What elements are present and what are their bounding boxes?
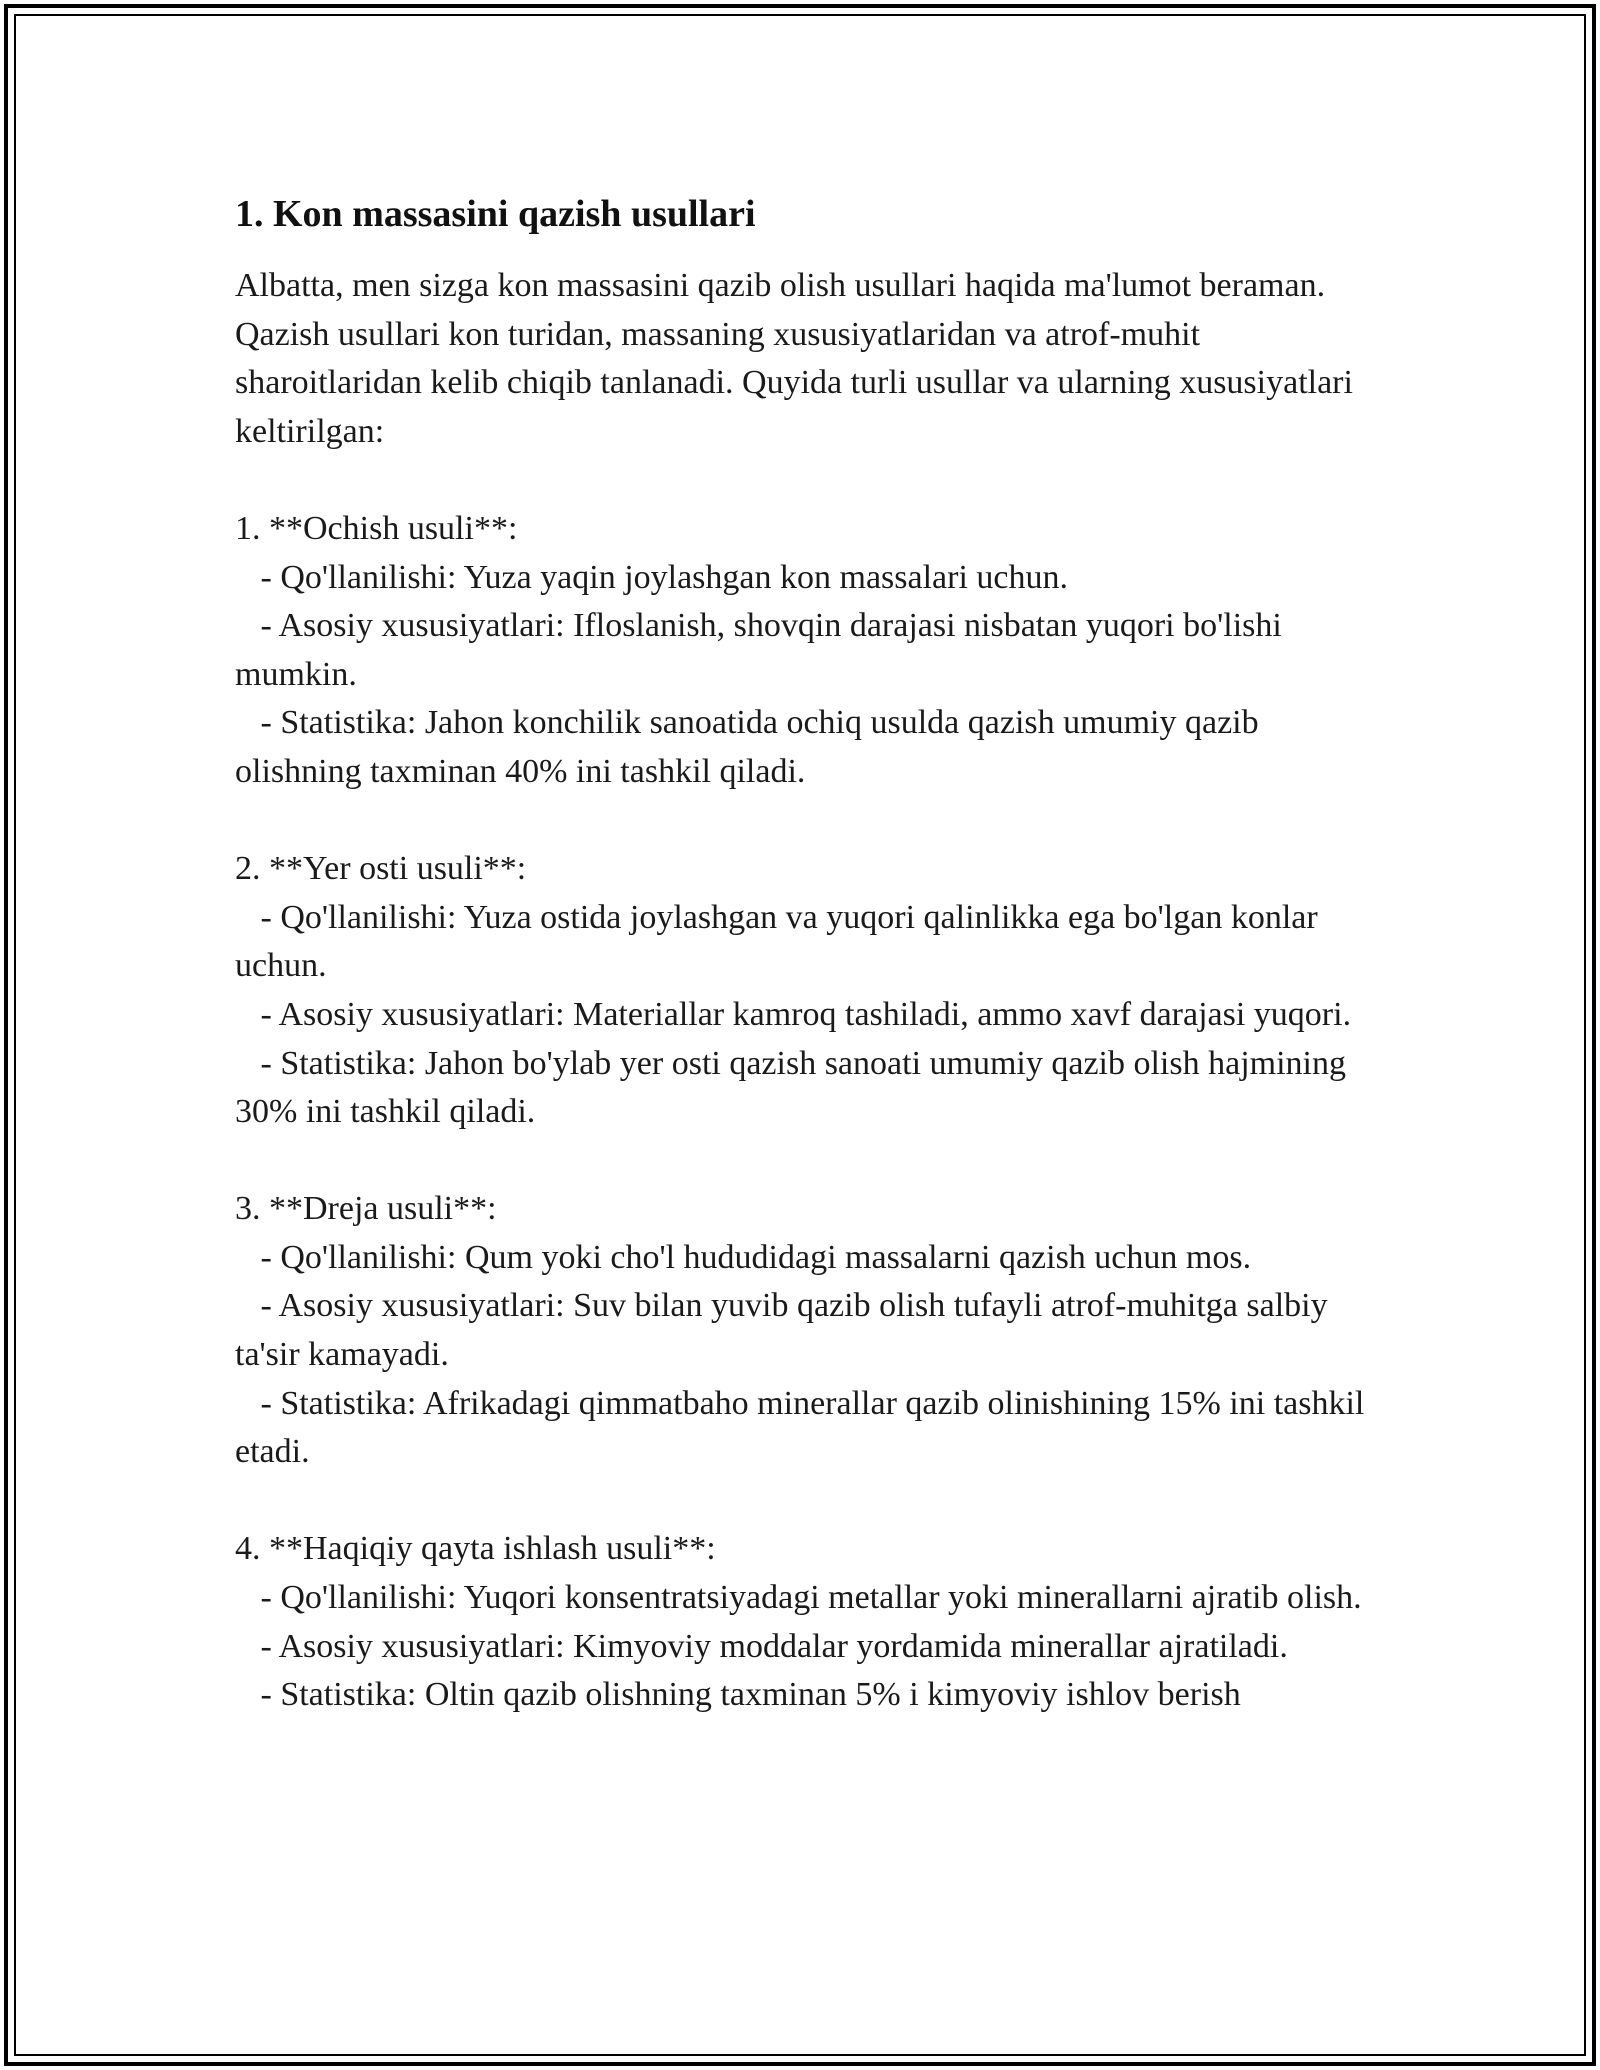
document-content [235, 186, 1375, 1720]
section-heading: 1. Kon massasini qazish usullari [235, 193, 756, 235]
document-body-text: Albatta, men sizga kon massasini qazib olish usullari haqida ma'lumot beraman. Qazish usullari kon turidan, massaning xususiyatlaridan va atrof-muhit sharoitlaridan kelib chiqib tanlanadi. Quyida turli usullar va ularning xususiyatlari keltirilgan: 1. **Ochish usuli**: - Qo'llanilishi: Yuza yaqin joylashgan kon massalari uchun. - Asosiy xususiyatlari: Ifloslanish, shovqin darajasi nisbatan yuqori bo'lishi mumkin. - Statistika: Jahon konchilik sanoatida ochiq usulda qazish umumiy qazib olishning taxminan 40% ini tashkil qiladi. 2. **Yer osti usuli**: - Qo'llanilishi: Yuza ostida joylashgan va yuqori qalinlikka ega bo'lgan konlar uchun. - Asosiy xususiyatlari: Materiallar kamroq tashiladi, ammo xavf darajasi yuqori. - Statistika: Jahon bo'ylab yer osti qazish sanoati umumiy qazib olish hajmining 30% ini tashkil qiladi. 3. **Dreja usuli**: - Qo'llanilishi: Qum yoki cho'l hududidagi massalarni qazish uchun mos. - Asosiy xususiyatlari: Suv bilan yuvib qazib olish tufayli atrof-muhitga salbiy ta'sir kamayadi. - Statistika: Afrikadagi qimmatbaho minerallar qazib olinishining 15% ini tashkil etadi. 4. **Haqiqiy qayta ishlash usuli**: - Qo'llanilishi: Yuqori konsentratsiyadagi metallar yoki minerallarni ajratib olish. - Asosiy xususiyatlari: Kimyoviy moddalar yordamida minerallar ajratiladi. - Statistika: Oltin qazib olishning taxminan 5% i kimyoviy ishlov berish [235, 267, 1365, 1714]
